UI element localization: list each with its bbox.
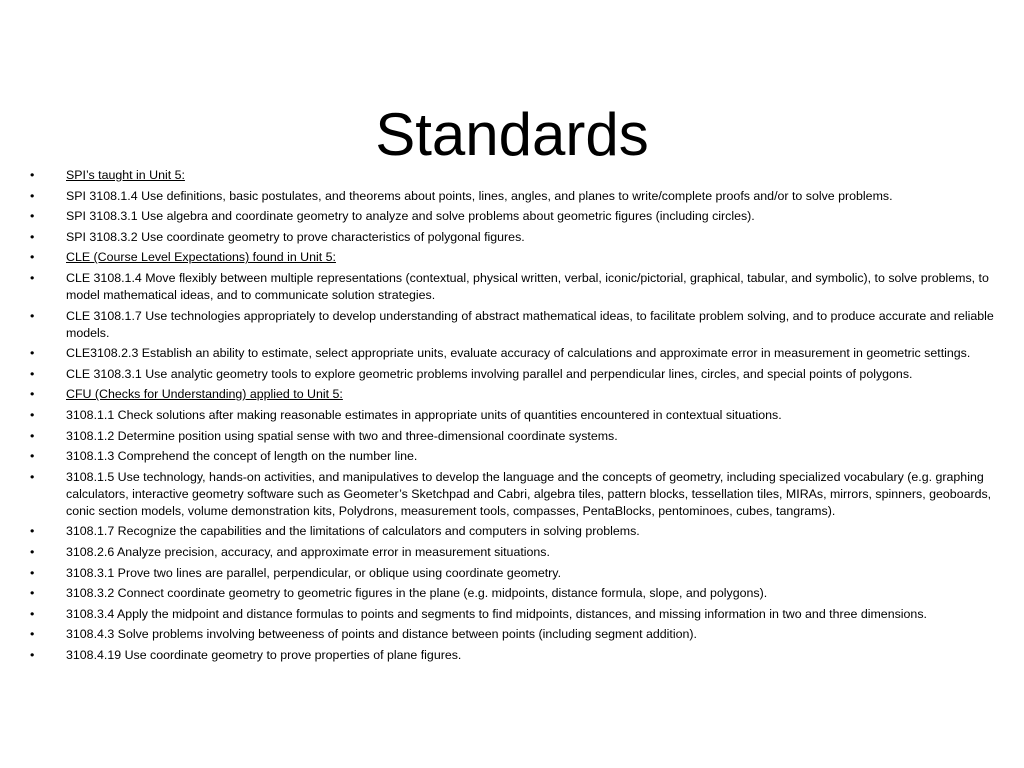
section-heading-item [0, 386, 1024, 403]
bullet-marker: • [30, 449, 35, 464]
standard-item [0, 366, 1024, 383]
bullet-marker: • [30, 168, 35, 182]
standard-text: SPI 3108.1.4 Use definitions, basic postulates, and theorems about points, lines, angles, and planes to write/complete proofs and/or to solve problems. [66, 188, 893, 203]
standard-text: SPI 3108.3.1 Use algebra and coordinate geometry to analyze and solve problems about geometric figures (including circles). [66, 209, 755, 224]
bullet-marker: • [30, 469, 35, 484]
standard-item [0, 448, 1024, 465]
section-heading-item [0, 249, 1024, 266]
standard-item [0, 345, 1024, 362]
slide-title: Standards [375, 101, 649, 168]
standard-text: 3108.3.1 Prove two lines are parallel, perpendicular, or oblique using coordinate geometry. [66, 565, 562, 580]
bullet-marker: • [30, 524, 35, 539]
standard-item [0, 626, 1024, 643]
standards-bullet-list [0, 167, 1024, 667]
standard-item [0, 208, 1024, 225]
standard-item [0, 407, 1024, 424]
standard-text: 3108.1.1 Check solutions after making reasonable estimates in appropriate units of quantities encountered in contextual situations. [66, 407, 782, 422]
standard-text: 3108.4.3 Solve problems involving betweeness of points and distance between points (including segment addition). [66, 627, 697, 642]
bullet-marker: • [30, 188, 35, 203]
bullet-marker: • [30, 586, 35, 601]
bullet-marker: • [30, 544, 35, 559]
standard-text: CLE 3108.1.4 Move flexibly between multiple representations (contextual, physical written, verbal, iconic/pictorial, graphical, tabular, and symbolic), to solve problems, to model mathematical ideas, and to communicate solution strategies. [66, 270, 989, 302]
bullet-marker: • [30, 250, 35, 265]
standard-text: 3108.3.2 Connect coordinate geometry to geometric figures in the plane (e.g. midpoints, distance formula, slope, and polygons). [66, 586, 768, 601]
bullet-marker: • [30, 606, 35, 621]
bullet-marker: • [30, 627, 35, 642]
standard-text: SPI 3108.3.2 Use coordinate geometry to prove characteristics of polygonal figures. [66, 229, 525, 244]
standard-item [0, 308, 1024, 342]
standard-item [0, 270, 1024, 304]
section-heading-text: CLE (Course Level Expectations) found in Unit 5: [66, 250, 336, 265]
standard-text: CLE 3108.3.1 Use analytic geometry tools to explore geometric problems involving parallel and perpendicular lines, circles, and special points of polygons. [66, 366, 913, 381]
standard-item [0, 606, 1024, 623]
section-heading-item [0, 167, 1024, 184]
bullet-marker: • [30, 387, 35, 402]
bullet-marker: • [30, 229, 35, 244]
standard-item [0, 229, 1024, 246]
standard-text: 3108.1.7 Recognize the capabilities and the limitations of calculators and computers in solving problems. [66, 524, 640, 539]
standard-text: 3108.3.4 Apply the midpoint and distance formulas to points and segments to find midpoints, distances, and missing information in two and three dimensions. [66, 606, 927, 621]
section-heading-text: SPI’s taught in Unit 5: [66, 168, 185, 182]
standard-text: CLE3108.2.3 Establish an ability to estimate, select appropriate units, evaluate accuracy of calculations and approximate error in measurement in geometric settings. [66, 346, 971, 361]
standard-item [0, 188, 1024, 205]
section-heading-text: CFU (Checks for Understanding) applied to Unit 5: [66, 387, 343, 402]
standard-item [0, 565, 1024, 582]
bullet-marker: • [30, 209, 35, 224]
bullet-marker: • [30, 346, 35, 361]
standard-text: 3108.1.2 Determine position using spatial sense with two and three-dimensional coordinate systems. [66, 428, 618, 443]
bullet-marker: • [30, 565, 35, 580]
standard-text: 3108.2.6 Analyze precision, accuracy, and approximate error in measurement situations. [66, 544, 550, 559]
standard-item [0, 428, 1024, 445]
bullet-marker: • [30, 366, 35, 381]
standard-item [0, 523, 1024, 540]
standard-text: 3108.1.3 Comprehend the concept of length on the number line. [66, 449, 418, 464]
standard-text: CLE 3108.1.7 Use technologies appropriately to develop understanding of abstract mathematical ideas, to facilitate problem solving, and to produce accurate and reliable models. [66, 308, 994, 340]
standard-item [0, 469, 1024, 520]
bullet-marker: • [30, 647, 35, 662]
bullet-marker: • [30, 308, 35, 323]
standard-item [0, 647, 1024, 664]
bullet-marker: • [30, 428, 35, 443]
standard-text: 3108.4.19 Use coordinate geometry to prove properties of plane figures. [66, 647, 462, 662]
standard-item [0, 544, 1024, 561]
standard-item [0, 585, 1024, 602]
bullet-marker: • [30, 407, 35, 422]
standard-text: 3108.1.5 Use technology, hands-on activities, and manipulatives to develop the language and the concepts of geometry, including specialized vocabulary (e.g. graphing calculators, interactive geometry software such as Geometer’s Sketchpad and Cabri, algebra tiles, pattern blocks, tessellation tiles, MIRAs, mirrors, spinners, geoboards, conic section models, volume demonstration kits, Polydrons, measurement tools, compasses, PentaBlocks, pentominoes, cubes, tangrams). [66, 469, 992, 518]
bullet-marker: • [30, 270, 35, 285]
